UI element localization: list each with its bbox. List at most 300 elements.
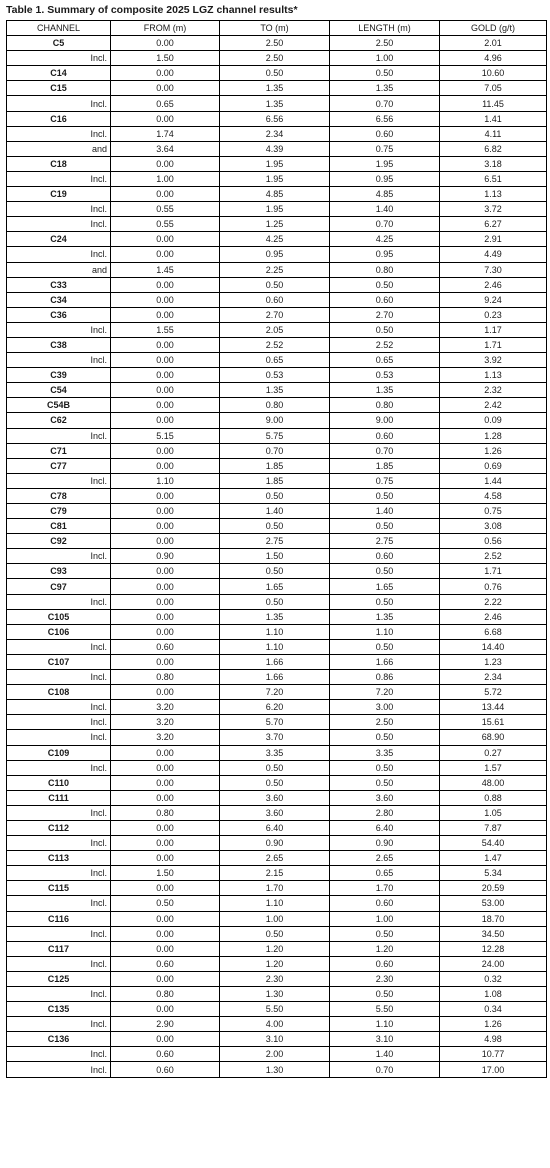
channel-cell: Incl.	[7, 896, 111, 911]
table-row	[7, 428, 547, 443]
to-cell: 0.65	[220, 353, 330, 368]
channel-cell: C78	[7, 488, 111, 503]
from-cell: 0.00	[111, 760, 220, 775]
from-cell: 3.64	[111, 141, 220, 156]
table-row	[7, 1047, 547, 1062]
to-cell: 0.50	[220, 760, 330, 775]
channel-cell: C110	[7, 775, 111, 790]
length-cell: 3.60	[330, 790, 440, 805]
length-cell: 1.00	[330, 51, 440, 66]
from-cell: 0.00	[111, 443, 220, 458]
length-cell: 2.52	[330, 337, 440, 352]
gold-cell: 2.32	[440, 383, 547, 398]
length-cell: 3.10	[330, 1032, 440, 1047]
from-cell: 0.00	[111, 836, 220, 851]
length-cell: 2.50	[330, 715, 440, 730]
table-row	[7, 247, 547, 262]
length-cell: 0.60	[330, 549, 440, 564]
from-cell: 0.90	[111, 549, 220, 564]
table-row	[7, 1062, 547, 1077]
table-row	[7, 383, 547, 398]
gold-cell: 34.50	[440, 926, 547, 941]
gold-cell: 4.96	[440, 51, 547, 66]
channel-cell: Incl.	[7, 987, 111, 1002]
from-cell: 0.00	[111, 1032, 220, 1047]
gold-cell: 1.08	[440, 987, 547, 1002]
from-cell: 0.00	[111, 609, 220, 624]
channel-cell: C115	[7, 881, 111, 896]
from-cell: 0.00	[111, 745, 220, 760]
channel-cell: C77	[7, 458, 111, 473]
table-row	[7, 307, 547, 322]
from-cell: 0.60	[111, 639, 220, 654]
channel-cell: Incl.	[7, 730, 111, 745]
from-cell: 0.00	[111, 353, 220, 368]
gold-cell: 68.90	[440, 730, 547, 745]
length-cell: 6.40	[330, 820, 440, 835]
gold-cell: 3.72	[440, 202, 547, 217]
gold-cell: 10.60	[440, 66, 547, 81]
channel-cell: C93	[7, 564, 111, 579]
to-cell: 6.20	[220, 700, 330, 715]
length-cell: 9.00	[330, 413, 440, 428]
gold-cell: 1.28	[440, 428, 547, 443]
length-cell: 2.30	[330, 971, 440, 986]
length-cell: 1.40	[330, 1047, 440, 1062]
to-cell: 1.95	[220, 202, 330, 217]
to-cell: 1.40	[220, 504, 330, 519]
gold-cell: 11.45	[440, 96, 547, 111]
table-row	[7, 473, 547, 488]
to-cell: 2.50	[220, 36, 330, 51]
length-cell: 0.50	[330, 66, 440, 81]
channel-cell: C14	[7, 66, 111, 81]
table-row	[7, 700, 547, 715]
channel-cell: C18	[7, 156, 111, 171]
from-cell: 0.00	[111, 820, 220, 835]
table-row	[7, 836, 547, 851]
length-cell: 0.65	[330, 353, 440, 368]
length-cell: 2.50	[330, 36, 440, 51]
gold-cell: 6.82	[440, 141, 547, 156]
table-row	[7, 594, 547, 609]
to-cell: 4.85	[220, 187, 330, 202]
gold-cell: 10.77	[440, 1047, 547, 1062]
from-cell: 0.00	[111, 534, 220, 549]
channel-cell: C109	[7, 745, 111, 760]
channel-cell: C111	[7, 790, 111, 805]
gold-cell: 0.56	[440, 534, 547, 549]
to-cell: 5.75	[220, 428, 330, 443]
length-cell: 1.10	[330, 1017, 440, 1032]
channel-cell: Incl.	[7, 1062, 111, 1077]
table-row	[7, 624, 547, 639]
gold-cell: 20.59	[440, 881, 547, 896]
channel-cell: Incl.	[7, 866, 111, 881]
gold-cell: 2.42	[440, 398, 547, 413]
from-cell: 0.60	[111, 956, 220, 971]
length-cell: 1.85	[330, 458, 440, 473]
gold-cell: 7.05	[440, 81, 547, 96]
length-cell: 5.50	[330, 1002, 440, 1017]
to-cell: 1.66	[220, 670, 330, 685]
channel-cell: C39	[7, 368, 111, 383]
table-row	[7, 156, 547, 171]
gold-cell: 0.23	[440, 307, 547, 322]
to-cell: 0.50	[220, 488, 330, 503]
length-cell: 1.65	[330, 579, 440, 594]
length-cell: 7.20	[330, 685, 440, 700]
gold-cell: 1.17	[440, 322, 547, 337]
table-row	[7, 217, 547, 232]
table-row	[7, 911, 547, 926]
gold-cell: 0.88	[440, 790, 547, 805]
from-cell: 0.00	[111, 383, 220, 398]
from-cell: 0.60	[111, 1062, 220, 1077]
table-row	[7, 277, 547, 292]
gold-cell: 0.75	[440, 504, 547, 519]
table-row	[7, 926, 547, 941]
from-cell: 0.55	[111, 202, 220, 217]
channel-cell: and	[7, 262, 111, 277]
to-cell: 1.00	[220, 911, 330, 926]
gold-cell: 1.47	[440, 851, 547, 866]
from-cell: 1.00	[111, 171, 220, 186]
from-cell: 0.00	[111, 911, 220, 926]
channel-cell: Incl.	[7, 715, 111, 730]
to-cell: 2.52	[220, 337, 330, 352]
table-row	[7, 579, 547, 594]
to-cell: 0.80	[220, 398, 330, 413]
length-cell: 1.35	[330, 81, 440, 96]
to-cell: 0.50	[220, 277, 330, 292]
gold-cell: 4.58	[440, 488, 547, 503]
length-cell: 0.70	[330, 443, 440, 458]
table-row	[7, 730, 547, 745]
channel-results-table	[6, 20, 547, 1078]
from-cell: 0.00	[111, 337, 220, 352]
channel-cell: C108	[7, 685, 111, 700]
gold-cell: 1.44	[440, 473, 547, 488]
length-cell: 0.75	[330, 473, 440, 488]
header-to: TO (m)	[220, 21, 330, 36]
length-cell: 0.70	[330, 1062, 440, 1077]
to-cell: 0.50	[220, 594, 330, 609]
from-cell: 0.00	[111, 504, 220, 519]
length-cell: 0.50	[330, 730, 440, 745]
from-cell: 0.00	[111, 790, 220, 805]
channel-cell: Incl.	[7, 51, 111, 66]
from-cell: 0.00	[111, 519, 220, 534]
gold-cell: 2.46	[440, 277, 547, 292]
to-cell: 3.60	[220, 805, 330, 820]
gold-cell: 0.09	[440, 413, 547, 428]
gold-cell: 0.32	[440, 971, 547, 986]
channel-cell: C112	[7, 820, 111, 835]
gold-cell: 2.91	[440, 232, 547, 247]
from-cell: 0.80	[111, 670, 220, 685]
length-cell: 0.50	[330, 760, 440, 775]
length-cell: 0.80	[330, 398, 440, 413]
table-row	[7, 715, 547, 730]
to-cell: 9.00	[220, 413, 330, 428]
from-cell: 0.50	[111, 896, 220, 911]
from-cell: 0.00	[111, 881, 220, 896]
gold-cell: 54.40	[440, 836, 547, 851]
table-row	[7, 126, 547, 141]
length-cell: 1.66	[330, 654, 440, 669]
gold-cell: 1.13	[440, 368, 547, 383]
from-cell: 3.20	[111, 715, 220, 730]
header-from: FROM (m)	[111, 21, 220, 36]
to-cell: 1.25	[220, 217, 330, 232]
to-cell: 7.20	[220, 685, 330, 700]
length-cell: 0.60	[330, 956, 440, 971]
channel-cell: C36	[7, 307, 111, 322]
to-cell: 1.35	[220, 81, 330, 96]
to-cell: 2.00	[220, 1047, 330, 1062]
to-cell: 0.50	[220, 66, 330, 81]
length-cell: 1.40	[330, 504, 440, 519]
gold-cell: 3.08	[440, 519, 547, 534]
length-cell: 0.50	[330, 488, 440, 503]
channel-cell: C105	[7, 609, 111, 624]
table-row	[7, 504, 547, 519]
table-row	[7, 987, 547, 1002]
channel-cell: C116	[7, 911, 111, 926]
from-cell: 0.00	[111, 247, 220, 262]
length-cell: 0.70	[330, 217, 440, 232]
channel-cell: Incl.	[7, 1017, 111, 1032]
length-cell: 4.85	[330, 187, 440, 202]
to-cell: 0.50	[220, 775, 330, 790]
channel-cell: Incl.	[7, 594, 111, 609]
table-row	[7, 368, 547, 383]
table-row	[7, 187, 547, 202]
length-cell: 0.50	[330, 594, 440, 609]
channel-cell: Incl.	[7, 805, 111, 820]
channel-cell: Incl.	[7, 926, 111, 941]
gold-cell: 1.41	[440, 111, 547, 126]
gold-cell: 1.71	[440, 337, 547, 352]
to-cell: 0.50	[220, 926, 330, 941]
table-header	[7, 21, 547, 36]
gold-cell: 6.68	[440, 624, 547, 639]
gold-cell: 18.70	[440, 911, 547, 926]
length-cell: 0.60	[330, 896, 440, 911]
table-row	[7, 534, 547, 549]
table-row	[7, 111, 547, 126]
channel-cell: C97	[7, 579, 111, 594]
table-row	[7, 805, 547, 820]
to-cell: 1.30	[220, 987, 330, 1002]
gold-cell: 3.92	[440, 353, 547, 368]
channel-cell: Incl.	[7, 126, 111, 141]
table-row	[7, 896, 547, 911]
table-row	[7, 337, 547, 352]
channel-cell: Incl.	[7, 171, 111, 186]
length-cell: 2.75	[330, 534, 440, 549]
gold-cell: 48.00	[440, 775, 547, 790]
table-row	[7, 564, 547, 579]
to-cell: 2.70	[220, 307, 330, 322]
to-cell: 1.20	[220, 941, 330, 956]
to-cell: 1.95	[220, 171, 330, 186]
from-cell: 0.00	[111, 851, 220, 866]
gold-cell: 1.05	[440, 805, 547, 820]
to-cell: 1.10	[220, 639, 330, 654]
gold-cell: 5.72	[440, 685, 547, 700]
length-cell: 1.35	[330, 609, 440, 624]
from-cell: 1.74	[111, 126, 220, 141]
from-cell: 0.00	[111, 458, 220, 473]
from-cell: 0.00	[111, 775, 220, 790]
channel-cell: and	[7, 141, 111, 156]
channel-cell: C81	[7, 519, 111, 534]
header-length: LENGTH (m)	[330, 21, 440, 36]
table-row	[7, 262, 547, 277]
gold-cell: 1.13	[440, 187, 547, 202]
channel-cell: C125	[7, 971, 111, 986]
channel-cell: Incl.	[7, 670, 111, 685]
from-cell: 5.15	[111, 428, 220, 443]
channel-cell: C33	[7, 277, 111, 292]
channel-cell: Incl.	[7, 473, 111, 488]
gold-cell: 15.61	[440, 715, 547, 730]
to-cell: 4.25	[220, 232, 330, 247]
from-cell: 1.55	[111, 322, 220, 337]
to-cell: 6.56	[220, 111, 330, 126]
table-row	[7, 96, 547, 111]
channel-cell: Incl.	[7, 956, 111, 971]
from-cell: 0.00	[111, 488, 220, 503]
from-cell: 0.00	[111, 398, 220, 413]
length-cell: 1.00	[330, 911, 440, 926]
gold-cell: 7.87	[440, 820, 547, 835]
channel-cell: C136	[7, 1032, 111, 1047]
table-row	[7, 866, 547, 881]
from-cell: 0.00	[111, 232, 220, 247]
to-cell: 1.10	[220, 896, 330, 911]
to-cell: 1.66	[220, 654, 330, 669]
to-cell: 1.65	[220, 579, 330, 594]
channel-cell: Incl.	[7, 760, 111, 775]
to-cell: 6.40	[220, 820, 330, 835]
from-cell: 0.00	[111, 66, 220, 81]
channel-cell: C106	[7, 624, 111, 639]
table-row	[7, 851, 547, 866]
from-cell: 0.00	[111, 926, 220, 941]
channel-cell: Incl.	[7, 353, 111, 368]
gold-cell: 6.27	[440, 217, 547, 232]
from-cell: 3.20	[111, 700, 220, 715]
to-cell: 4.00	[220, 1017, 330, 1032]
gold-cell: 12.28	[440, 941, 547, 956]
gold-cell: 2.34	[440, 670, 547, 685]
from-cell: 0.00	[111, 277, 220, 292]
table-row	[7, 519, 547, 534]
to-cell: 1.35	[220, 383, 330, 398]
table-row	[7, 760, 547, 775]
header-row	[7, 21, 547, 36]
to-cell: 1.85	[220, 473, 330, 488]
table-row	[7, 775, 547, 790]
to-cell: 1.95	[220, 156, 330, 171]
gold-cell: 4.11	[440, 126, 547, 141]
length-cell: 0.70	[330, 96, 440, 111]
from-cell: 0.00	[111, 941, 220, 956]
to-cell: 1.85	[220, 458, 330, 473]
to-cell: 1.10	[220, 624, 330, 639]
from-cell: 0.00	[111, 111, 220, 126]
from-cell: 0.00	[111, 1002, 220, 1017]
table-row	[7, 639, 547, 654]
to-cell: 1.70	[220, 881, 330, 896]
gold-cell: 3.18	[440, 156, 547, 171]
to-cell: 1.35	[220, 609, 330, 624]
gold-cell: 2.22	[440, 594, 547, 609]
channel-cell: Incl.	[7, 428, 111, 443]
from-cell: 1.50	[111, 51, 220, 66]
from-cell: 0.00	[111, 564, 220, 579]
to-cell: 2.05	[220, 322, 330, 337]
length-cell: 0.86	[330, 670, 440, 685]
table-row	[7, 1017, 547, 1032]
channel-cell: C79	[7, 504, 111, 519]
table-row	[7, 51, 547, 66]
from-cell: 2.90	[111, 1017, 220, 1032]
length-cell: 0.53	[330, 368, 440, 383]
length-cell: 1.70	[330, 881, 440, 896]
length-cell: 0.65	[330, 866, 440, 881]
table-row	[7, 141, 547, 156]
channel-cell: Incl.	[7, 836, 111, 851]
length-cell: 1.95	[330, 156, 440, 171]
gold-cell: 0.69	[440, 458, 547, 473]
length-cell: 2.65	[330, 851, 440, 866]
channel-cell: C107	[7, 654, 111, 669]
table-row	[7, 322, 547, 337]
length-cell: 0.95	[330, 171, 440, 186]
gold-cell: 4.98	[440, 1032, 547, 1047]
table-row	[7, 443, 547, 458]
to-cell: 3.60	[220, 790, 330, 805]
gold-cell: 2.52	[440, 549, 547, 564]
table-row	[7, 790, 547, 805]
from-cell: 1.50	[111, 866, 220, 881]
length-cell: 0.50	[330, 519, 440, 534]
length-cell: 0.50	[330, 564, 440, 579]
length-cell: 0.60	[330, 428, 440, 443]
gold-cell: 4.49	[440, 247, 547, 262]
to-cell: 0.50	[220, 519, 330, 534]
gold-cell: 1.71	[440, 564, 547, 579]
from-cell: 0.60	[111, 1047, 220, 1062]
to-cell: 0.60	[220, 292, 330, 307]
gold-cell: 1.26	[440, 443, 547, 458]
from-cell: 1.45	[111, 262, 220, 277]
channel-cell: C54B	[7, 398, 111, 413]
length-cell: 4.25	[330, 232, 440, 247]
table-row	[7, 1002, 547, 1017]
length-cell: 2.80	[330, 805, 440, 820]
from-cell: 0.00	[111, 413, 220, 428]
from-cell: 3.20	[111, 730, 220, 745]
table-row	[7, 670, 547, 685]
from-cell: 0.00	[111, 36, 220, 51]
from-cell: 0.00	[111, 292, 220, 307]
table-row	[7, 488, 547, 503]
